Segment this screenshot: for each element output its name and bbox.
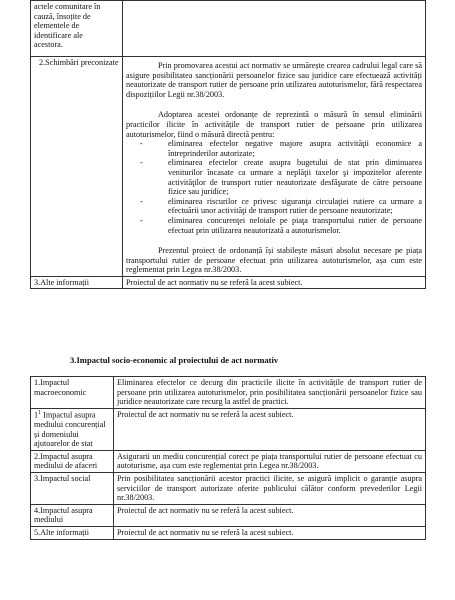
row-label: 4.Impactul asupra mediului	[34, 505, 93, 525]
label-line: actele comunitare în	[34, 2, 101, 11]
row-content: Proiectul de act normativ nu se referă la acest subiect.	[117, 528, 294, 538]
table-row-other-info	[31, 276, 426, 289]
label-cell	[31, 408, 114, 450]
section-heading: 3.Impactul socio-economic al proiectului de act normativ	[70, 355, 279, 365]
row-label-number: 1	[34, 410, 39, 420]
section-2-table	[30, 0, 426, 289]
label-line: identificare ale	[34, 30, 83, 40]
changes-paragraph-3: Prezentul proiect de ordonanță își stabilește măsuri absolut necesare pe piața transportului rutier de persoane efectuat prin utilizarea autoturismelor, așa cum este reglementat prin Legea nr.38/2003.	[126, 246, 422, 275]
label-cell	[31, 504, 114, 526]
table-row	[31, 473, 426, 505]
row-label: 1.Impactul macroeconomic	[34, 378, 87, 397]
row-label: 2.Impactul asupra mediului de afaceri	[34, 451, 98, 471]
label-cell	[31, 473, 114, 505]
label-line: acestora.	[34, 40, 63, 50]
label-cell	[31, 1, 123, 57]
row-label: 3.Impactul social	[34, 474, 91, 484]
label-cell	[31, 57, 123, 277]
list-item: - eliminarea concurenţei neloiale pe piaţa transportului rutier de persoane efectuat prin utilizarea neautorizată a autoturismelor.	[140, 216, 422, 235]
label-cell	[31, 527, 114, 540]
row-label: 5.Alte informații	[34, 528, 90, 538]
row-content: Proiectul de act normativ nu se referă la acest subiect.	[117, 409, 294, 419]
other-info-text: Proiectul de act normativ nu se referă la acest subiect.	[126, 277, 303, 287]
list-item: - eliminarea efectelor negative majore asupra activităţii economice a întreprinderilor autorizate;	[140, 139, 422, 158]
content-cell	[114, 450, 426, 472]
list-item: - eliminarea efectelor create asupra bugetului de stat prin diminuarea veniturilor încasate ca urmare a neplăţii taxelor şi impozitelor aferente activităţilor de transport rutier neautorizate desfăşurate de către persoane fizice sau juridice;	[140, 158, 422, 196]
measures-list	[126, 139, 422, 235]
content-cell	[123, 276, 426, 289]
changes-label: 2.Schimbări preconizate	[39, 58, 119, 67]
row-content: Proiectul de act normativ nu se referă la acest subiect.	[117, 505, 294, 515]
content-cell	[114, 504, 426, 526]
table-row	[31, 504, 426, 526]
content-cell	[114, 377, 426, 409]
content-cell	[123, 1, 426, 57]
label-cell	[31, 450, 114, 472]
label-line: elementele de	[34, 21, 80, 31]
table-row	[31, 408, 426, 450]
content-cell	[114, 408, 426, 450]
section-3-table	[30, 376, 426, 540]
table-row	[31, 527, 426, 540]
label-cell	[31, 377, 114, 409]
content-cell	[114, 473, 426, 505]
row-label: Impactul asupra mediului concurențial și domeniului ajutoarelor de stat	[34, 410, 106, 449]
table-row	[31, 450, 426, 472]
table-row-changes	[31, 57, 426, 277]
row-content: Eliminarea efectelor ce decurg din practicile ilicite în activitățile de transport rutier de persoane prin utilizarea autoturismelor, prin posibilitatea sancționării persoanelor fizice sau juridice neautorizate care recurg la astfel de practici.	[117, 378, 422, 407]
row-label-superscript: 1	[38, 409, 42, 416]
table-row	[31, 377, 426, 409]
label-line: cauză, însoțite de	[34, 11, 91, 21]
table-row-eu-acts	[31, 1, 426, 57]
changes-paragraph-1: Prin promovarea acestui act normativ se urmărește crearea cadrului legal care să asigure posibilitatea sancționării persoanelor fizice sau juridice care efectuează activități neautorizate de transport rutier de persoane prin utilizarea autoturismelor, fără respectarea dispozițiilor Legii nr.38/2003.	[126, 61, 422, 99]
list-item: - eliminarea riscurilor ce privesc siguranţa circulaţiei rutiere ca urmare a efectuării unor activităţi de transport rutier de persoane neautorizate;	[140, 197, 422, 216]
row-content: Prin posibilitatea sancționării acestor practici ilicite, se asigură implicit o garanție asupra serviciilor de transport autorizate oferite publicului călător conform prevederilor Legii nr.38/2003.	[117, 474, 422, 503]
content-cell	[123, 57, 426, 277]
row-content: Asigurarü un mediu concurențial corect pe piața transportului rutier de persoane efectuat cu autoturisme, așa cum este reglementat prin Legea nr.38/2003.	[117, 451, 422, 471]
label-cell	[31, 276, 123, 289]
changes-paragraph-2: Adoptarea acestei ordonanțe de reprezintă o măsură în sensul eliminării practicilor ilicite în activitățile de transport rutier de persoane prin utilizarea autoturismelor, fiind o măsură directă pentru:	[126, 110, 422, 139]
content-cell	[114, 527, 426, 540]
other-info-label: 3.Alte informații	[34, 277, 90, 287]
